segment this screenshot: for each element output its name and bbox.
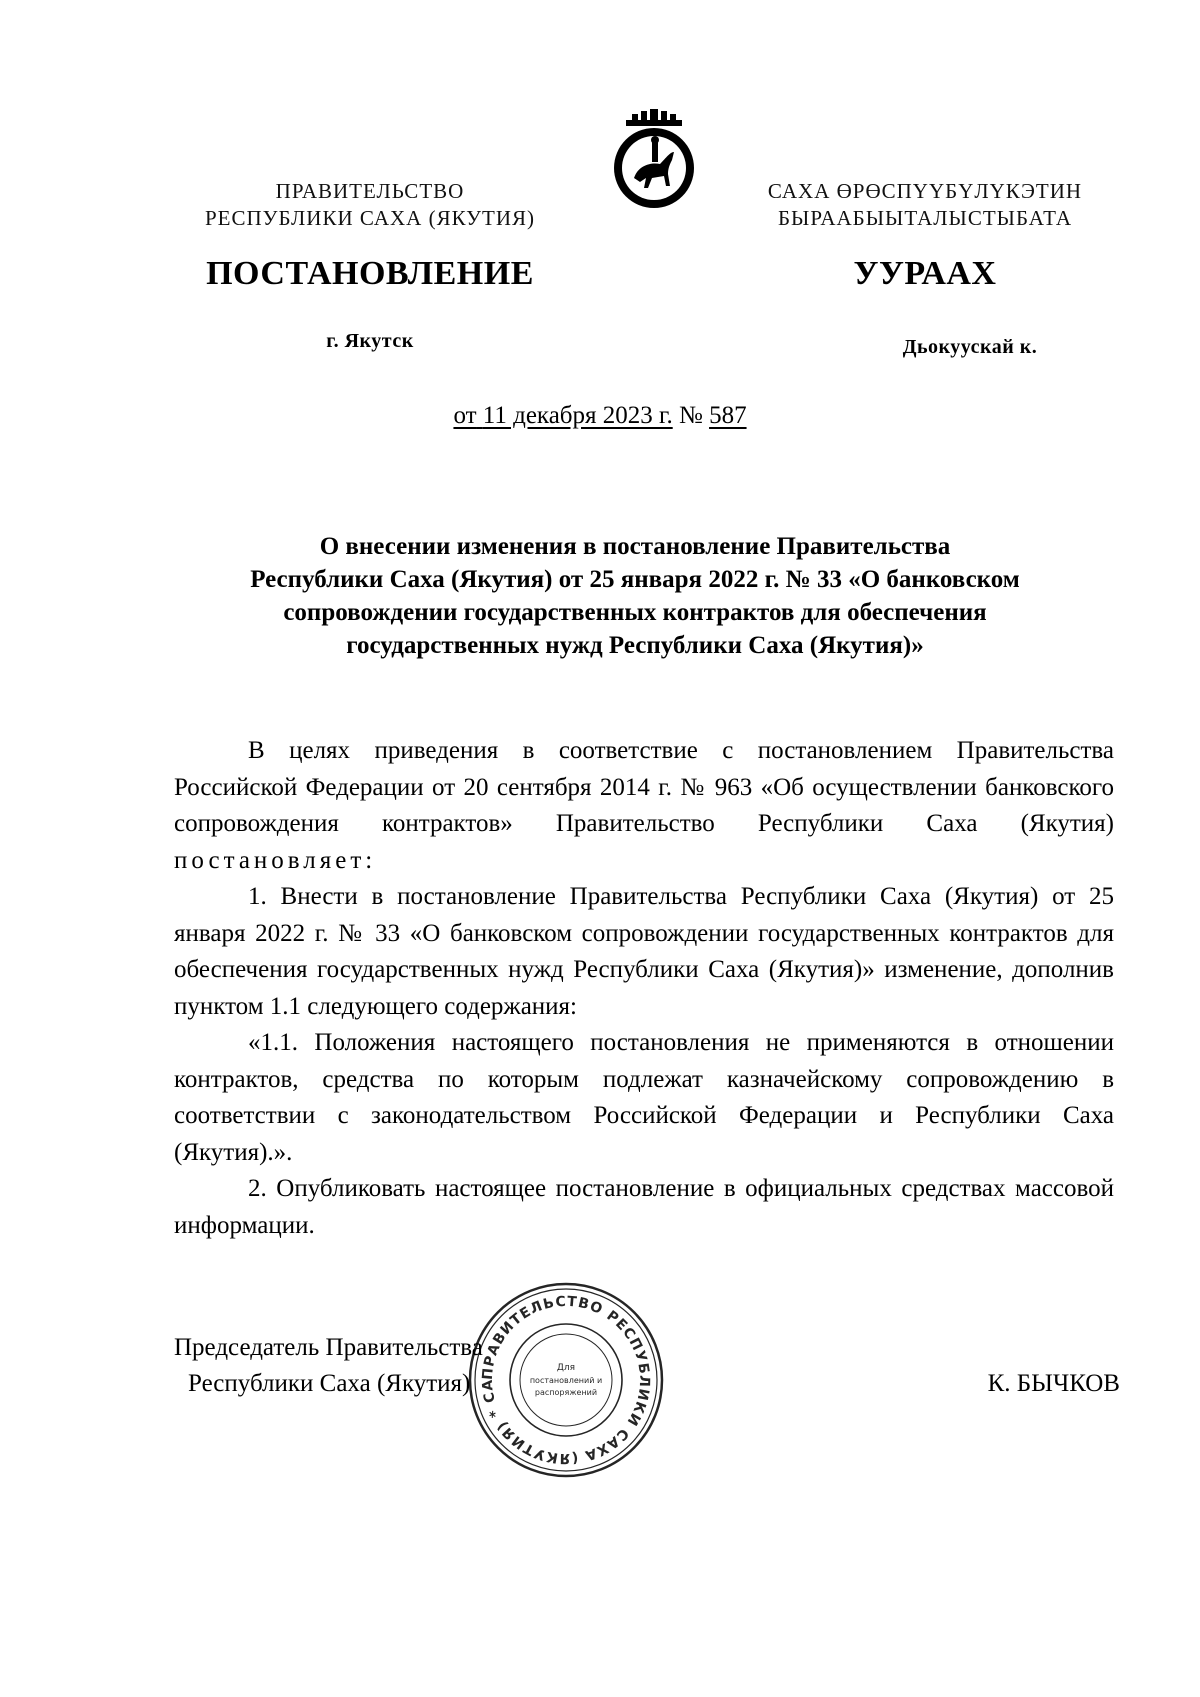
city-sah: Дьокуускай к. bbox=[902, 336, 1038, 358]
title-line: сопровождении государственных контрактов для обеспечения bbox=[283, 599, 987, 626]
title-line: Республики Саха (Якутия) от 25 января 2022 г. № 33 «О банковском bbox=[250, 566, 1020, 593]
document-body bbox=[174, 733, 1114, 1244]
stamp-center-line3: распоряжений bbox=[534, 1388, 598, 1397]
stamp-seal-icon bbox=[466, 1280, 666, 1480]
date-prefix: от bbox=[453, 402, 477, 429]
doc-number: 587 bbox=[709, 402, 747, 429]
date-number-line bbox=[0, 402, 1200, 430]
stamp-ring-text: ПРАВИТЕЛЬСТВО РЕСПУБЛИКИ САХА (ЯКУТИЯ) * СА bbox=[479, 1293, 653, 1467]
paragraph-item-2: 2. Опубликовать настоящее постановление в официальных средствах массовой информации. bbox=[174, 1175, 1114, 1239]
preamble-text: В целях приведения в соответствие с постановлением Правительства Российской Федерации от 20 сентября 2014 г. № 963 «Об осуществлении банковского сопровождения контрактов» Правительство Республики Саха (Якутия) bbox=[174, 737, 1114, 837]
number-sign: № bbox=[678, 402, 703, 429]
signature-position bbox=[174, 1330, 483, 1402]
doc-type-sah: УУРААХ bbox=[853, 255, 997, 292]
official-stamp bbox=[466, 1280, 666, 1480]
coat-of-arms-emblem bbox=[608, 108, 700, 214]
stamp-center-line1: Для bbox=[556, 1363, 576, 1373]
header-left bbox=[170, 178, 570, 232]
title-line: государственных нужд Республики Саха (Якутия)» bbox=[346, 632, 924, 659]
header-left-line2: РЕСПУБЛИКИ САХА (ЯКУТИЯ) bbox=[204, 206, 536, 230]
preamble-resolves: постановляет: bbox=[174, 846, 377, 874]
header-right bbox=[735, 178, 1115, 232]
header-left-line1: ПРАВИТЕЛЬСТВО bbox=[275, 179, 465, 203]
header-right-line1: САХА ӨРӨСПҮҮБҮЛҮКЭТИН bbox=[767, 179, 1083, 203]
signatory-name: К. БЫЧКОВ bbox=[987, 1370, 1120, 1397]
header-right-line2: БЫРААБЫЫТАЛЫСТЫБАТА bbox=[777, 206, 1073, 230]
signature-position-line2: Республики Саха (Якутия) bbox=[188, 1370, 471, 1397]
signature-position-line1: Председатель Правительства bbox=[174, 1334, 483, 1361]
paragraph-preamble bbox=[174, 733, 1114, 879]
doc-type-ru: ПОСТАНОВЛЕНИЕ bbox=[206, 255, 534, 292]
title-line: О внесении изменения в постановление Правительства bbox=[319, 533, 951, 560]
document-title bbox=[170, 530, 1100, 662]
city-ru: г. Якутск bbox=[326, 330, 414, 352]
paragraph-item-1-1: «1.1. Положения настоящего постановления не применяются в отношении контрактов, средства по которым подлежат казначейскому сопровождению в соответствии с законодательством Российской Федерации и Республики Саха (Якутия).». bbox=[174, 1029, 1114, 1166]
paragraph-item-1: 1. Внести в постановление Правительства Республики Саха (Якутия) от 25 января 2022 г. № 33 «О банковском сопровождении государственных контрактов для обеспечения государственных нужд Республики Саха (Якутия)» изменение, дополнив пунктом 1.1 следующего содержания: bbox=[174, 883, 1114, 1020]
doc-date: 11 декабря 2023 г. bbox=[482, 402, 673, 429]
svg-text:ПРАВИТЕЛЬСТВО РЕСПУБЛИКИ САХА bbox=[466, 1280, 652, 1466]
stamp-center-line2: постановлений и bbox=[529, 1376, 603, 1385]
